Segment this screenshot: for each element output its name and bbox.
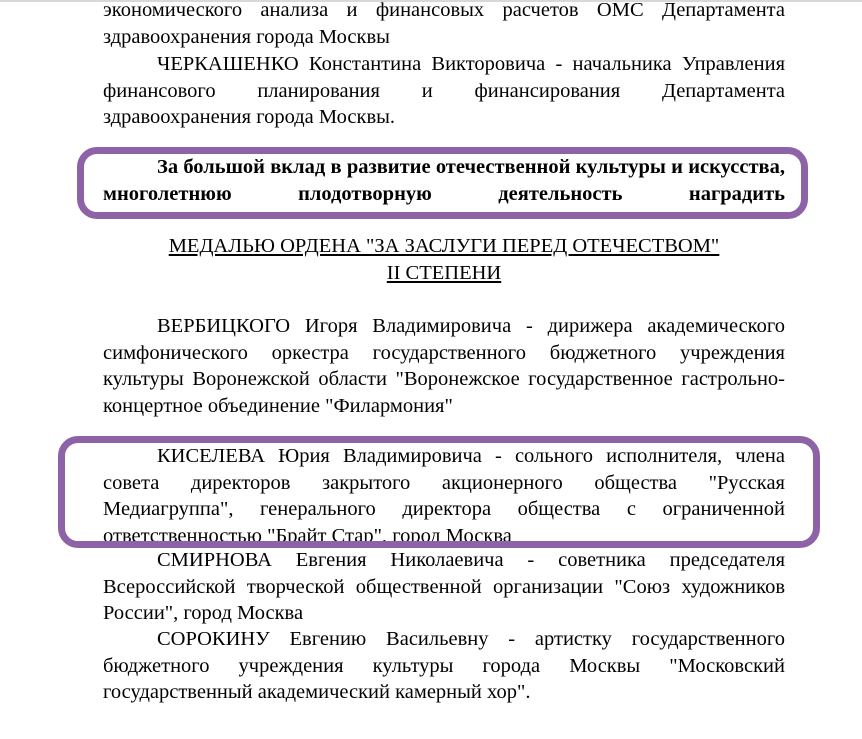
recipient-description: - сольного исполнителя, члена совета директоров закрытого акционерного общества "Русская Медиагруппа", генерального директора общества с ограниченной ответственностью "Брайт Стар", город Москва xyxy=(103,445,785,547)
recipient-name: КИСЕЛЕВА Юрия Владимировича xyxy=(157,445,482,467)
recipient-description: - дирижера академического симфонического оркестра государственного бюджетного учреждения культуры Воронежской области "Воронежское государственное гастрольно-концертное объединение "Филармония" xyxy=(103,315,785,417)
recipient-name: СМИРНОВА Евгения Николаевича xyxy=(157,549,504,571)
award-heading-line2: II СТЕПЕНИ xyxy=(386,262,502,284)
recipient-smirnov xyxy=(103,547,785,627)
recipient-name: ВЕРБИЦКОГО Игоря Владимировича xyxy=(157,315,512,337)
recipient-name: СОРОКИНУ Евгению Васильевну xyxy=(157,628,489,650)
recipient-description: - советника председателя Всероссийской творческой общественной организации "Союз художников России", город Москва xyxy=(103,549,785,624)
entry-cherkashenko xyxy=(103,51,785,131)
recipient-description: - артистку государственного бюджетного учреждения культуры города Москвы "Московский государственный академический камерный хор". xyxy=(103,628,785,703)
entry-description: - начальника Управления финансового планирования и финансирования Департамента здравоохранения города Москвы. xyxy=(103,53,786,128)
highlight-box-kiselev xyxy=(58,436,820,548)
award-heading-line1: МЕДАЛЬЮ ОРДЕНА "ЗА ЗАСЛУГИ ПЕРЕД ОТЕЧЕСТВОМ" xyxy=(168,235,720,257)
recipient-sorokina xyxy=(103,626,785,706)
decree-paragraph: За большой вклад в развитие отечественной культуры и искусства, многолетнюю плодотворную деятельность наградить xyxy=(103,156,785,205)
highlight-box-decree xyxy=(77,147,808,219)
intro-paragraph: экономического анализа и финансовых расчетов ОМС Департамента здравоохранения города Москвы xyxy=(103,0,785,48)
entry-name: ЧЕРКАШЕНКО Константина Викторовича xyxy=(157,53,546,75)
recipient-verbitsky xyxy=(103,313,785,419)
